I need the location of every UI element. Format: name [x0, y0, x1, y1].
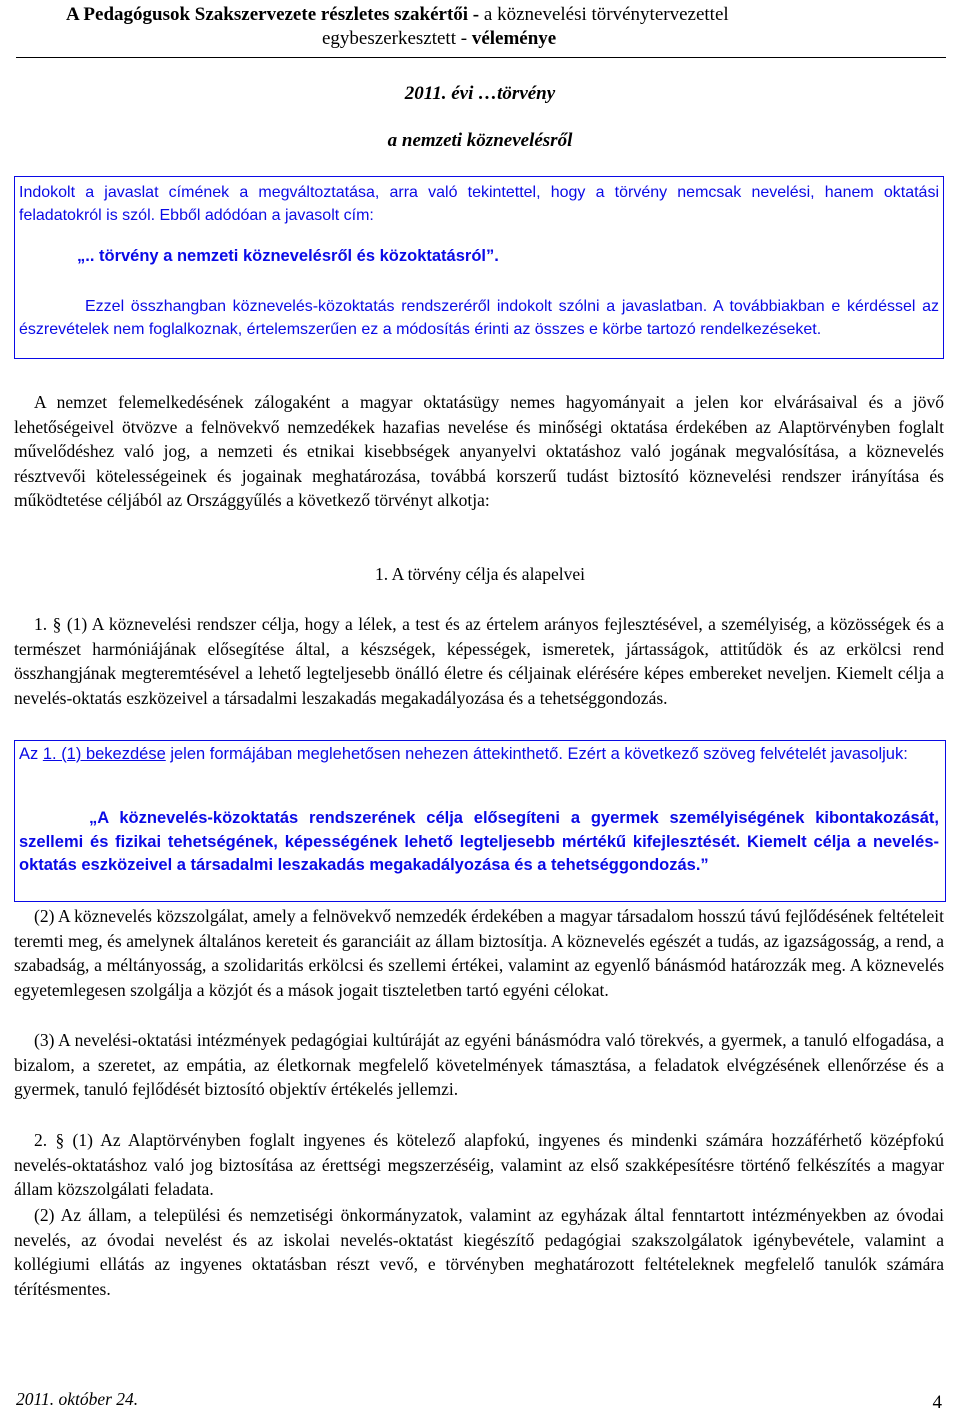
header-subject: a köznevelési törvénytervezettel — [479, 4, 729, 25]
section-2-paragraph-2: (2) Az állam, a települési és nemzetiségi önkormányzatok, valamint az egyházak által fenntartott intézményekben az óvodai nevelés, az óvodai nevelést és az iskolai nevelés-oktatást kiegészítő pedagógiai szakszolgálatok igénybevétele, valamint a kollégiumi ellátás az ingyenes oktatásban részt vevő, e törvényben meghatározott feltételeknek megfelelő tanulók számára térítésmentes. — [14, 1205, 944, 1299]
paragraph-reference: 1. (1) bekezdése — [42, 745, 166, 763]
section-1-paragraph-3: (3) A nevelési-oktatási intézmények pedagógiai kultúráját az egyéni bánásmódra való törekvés, a gyermek, a tanuló elfogadása, a bizalom, a szeretet, az empátia, az életkornak megfelelő követelmények támasztása, a feladatok elvégzésének ellenőrzése és a gyermek, tanuló fejlődését biztosító objektív értékelés jellemzi. — [14, 1030, 944, 1099]
header-line-1 — [66, 4, 729, 26]
comment-box-paragraph-1 — [14, 740, 946, 902]
section-1-heading: 1. A törvény célja és alapelvei — [375, 564, 585, 584]
law-name-title: a nemzeti köznevelésről — [387, 130, 573, 151]
comment-proposed-title: „.. törvény a nemzeti köznevelésről és közoktatásról”. — [77, 247, 499, 265]
preamble-paragraph: A nemzet felemelkedésének zálogaként a magyar oktatásügy nemes hagyományait a jelen kor elvárásaival és a jövő lehetőségeivel ötvözve a felnövekvő nemzedékek hazafias nevelése és minőségi oktatása érdekében az Alaptörvényben foglalt művelődéshez való jog, a nemzeti és etnikai kisebbségek anyanyelvi oktatáshoz való jogának megvalósítása, a köznevelés résztvevői kötelességeinek és jogainak meghatározása, továbbá korszerű tudást biztosító köznevelési rendszer irányítása és működtetése céljából az Országgyűlés a következő törvényt alkotja: — [14, 392, 944, 510]
comment-note-suffix: jelen formájában meglehetősen nehezen áttekinthető. Ezért a következő szöveg felvételét javasoljuk: — [165, 745, 908, 763]
footer-date: 2011. október 24. — [16, 1389, 139, 1409]
header-divider — [16, 57, 946, 58]
law-number-title: 2011. évi …törvény — [404, 83, 556, 104]
page-number: 4 — [932, 1392, 942, 1413]
header-org-name: A Pedagógusok Szakszervezete részletes szakértői - — [66, 4, 480, 25]
section-1-paragraph-1: 1. § (1) A köznevelési rendszer célja, hogy a lélek, a test és az értelem arányos fejlesztésével, a személyiség, a közösségek és a természet harmóniájának elősegítése által, a készségek, képességek, ismeretek, jártasságok, attitűdök és az erkölcsi rend összhangjának megteremtésével a lehető legteljesebb önálló életre és céljainak elérésére képes embereket neveljen. Kiemelt célja a nevelés-oktatás eszközeivel a társadalmi leszakadás megakadályozása és a tehetséggondozás. — [14, 614, 944, 708]
comment-consistency-note: Ezzel összhangban köznevelés-közoktatás rendszeréről indokolt szólni a javaslatban. A továbbiakban e kérdéssel az észrevételek nem foglalkoznak, értelemszerűen ez a módosítás érinti az összes e körbe tartozó rendelkezéseket. — [19, 298, 939, 338]
comment-paragraph-1-proposal: „A köznevelés-közoktatás rendszerének célja elősegíteni a gyermek személyiségének kibontakozását, szellemi és fizikai tehetségének, képességének lehető legteljesebb mértékű kifejlesztését. Kiemelt célja a nevelés-oktatás eszközeivel a társadalmi leszakadás megakadályozása és a tehetséggondozás.” — [19, 809, 939, 874]
comment-paragraph-1-note — [19, 743, 939, 766]
document-page — [14, 0, 946, 1413]
header-line-2 — [322, 28, 556, 50]
section-2-paragraph-1: 2. § (1) Az Alaptörvényben foglalt ingyenes és kötelező alapfokú, ingyenes és mindenki számára hozzáférhető középfokú nevelés-oktatáshoz való jog biztosítása az érettségi megszerzéséig, valamint az első szakképesítésre történő felkészítés a magyar állam közszolgálati feladata. — [14, 1130, 944, 1199]
comment-title-reason: Indokolt a javaslat címének a megváltoztatása, arra való tekintettel, hogy a törvény nemcsak nevelési, hanem oktatási feladatokról is szól. Ebből adódóan a javasolt cím: — [19, 184, 939, 224]
section-1-paragraph-2: (2) A köznevelés közszolgálat, amely a felnövekvő nemzedék érdekében a magyar társadalom hosszú távú fejlődésének feltételeit teremti meg, és amelynek általános kereteit és garanciáit az állam biztosítja. A köznevelés egészét a tudás, az igazságosság, a rend, a szabadság, a méltányosság, a szolidaritás erkölcsi és szellemi értékei, valamint az egyenlő bánásmód határozzák meg. A köznevelés egyetemlegesen szolgálja a közjót és a mások jogait tiszteletben tartó egyéni célokat. — [14, 906, 944, 1000]
comment-note-prefix: Az — [19, 745, 43, 763]
comment-box-title — [14, 176, 944, 359]
header-subject-cont: egybeszerkesztett - — [322, 28, 472, 49]
header-opinion: véleménye — [471, 28, 557, 49]
